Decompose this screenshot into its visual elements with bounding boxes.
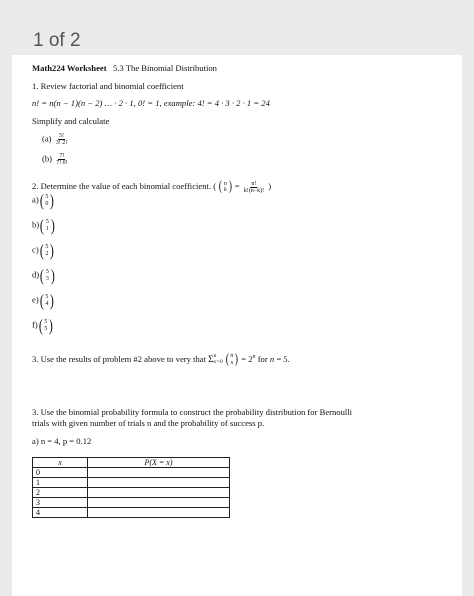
binomial-bottom: 2: [45, 250, 49, 257]
binomial-bottom: 0: [45, 200, 49, 207]
binomial-coefficient: ( 5 2 ): [39, 241, 55, 260]
page-counter: 1 of 2: [33, 30, 81, 51]
worksheet-title: [32, 63, 217, 74]
binomial-top: 5: [45, 219, 49, 225]
problem-2-item-label: c): [32, 244, 39, 255]
course-title: Math224 Worksheet: [32, 63, 107, 73]
binomial-bottom: 3: [45, 275, 49, 282]
problem-2-item: [32, 192, 55, 209]
problem-2-text: 2. Determine the value of each binomial coefficient. (: [32, 180, 217, 191]
table-row: [33, 508, 230, 518]
problem-1b-label: (b): [42, 153, 53, 164]
simplify-instruction: Simplify and calculate: [32, 116, 110, 126]
binomial-coefficient: ( 5 1 ): [40, 216, 55, 235]
binomial-bottom: 5: [44, 325, 48, 332]
binomial-nx: ( n x ): [225, 351, 239, 367]
problem-1a-fraction: [56, 133, 68, 146]
binomial-coefficient: ( 5 3 ): [40, 266, 55, 285]
table-cell-x: 4: [33, 508, 88, 518]
problem-2-item: [32, 267, 56, 284]
table-cell-x: 1: [33, 478, 88, 488]
table-cell-x: 0: [33, 468, 88, 478]
problem-2-item: [32, 217, 56, 234]
problem-2-heading: 2. Determine the value of each binomial coefficient. ( ( n k ) = $\frac{n!}{k!(n-k)!}$ ): [32, 179, 272, 194]
binomial-nk: ( n k ): [218, 179, 232, 194]
viewer-header: [0, 0, 474, 55]
problem-4-line-2: trials with given number of trials n and the probability of success p.: [32, 418, 265, 428]
problem-2-item-label: e): [32, 294, 39, 305]
problem-2-item-label: b): [32, 219, 40, 230]
table-cell-px: [88, 488, 230, 498]
table-cell-px: [88, 478, 230, 488]
binomial-coefficient: ( 5 5 ): [38, 316, 54, 335]
table-cell-x: 2: [33, 488, 88, 498]
distribution-table: [32, 457, 230, 518]
problem-2-item: [32, 292, 55, 309]
problem-1a-label: (a): [42, 133, 52, 144]
problem-1-heading: 1. Review factorial and binomial coefficient: [32, 81, 184, 91]
factorial-definition: n! = n(n − 1)(n − 2) … · 2 · 1, 0! = 1, example: 4! = 4 · 3 · 2 · 1 = 24: [32, 98, 270, 108]
table-cell-x: 3: [33, 498, 88, 508]
binomial-definition-denominator: k!(n−k)!: [243, 187, 265, 194]
problem-1b-numerator: 7!: [59, 153, 65, 159]
problem-1a-denominator: 3! 2!: [55, 140, 68, 146]
binomial-definition-fraction: [244, 181, 264, 194]
table-cell-px: [88, 468, 230, 478]
document-page: [12, 55, 462, 596]
binomial-coefficient: ( 5 4 ): [39, 291, 55, 310]
binomial-bottom: 1: [45, 225, 49, 232]
problem-1a: [42, 133, 69, 146]
table-row: [33, 498, 230, 508]
binomial-definition-numerator: n!: [251, 180, 257, 187]
problem-3: 3. Use the results of problem #2 above to very that Σ n x=0 ( n x ) = $2^n$ for n = 5.: [32, 351, 290, 367]
table-row: [33, 468, 230, 478]
column-header-x: x: [33, 458, 88, 468]
section-title: 5.3 The Binomial Distribution: [113, 63, 217, 73]
problem-4a: a) n = 4, p = 0.12: [32, 436, 92, 446]
column-header-px: P(X = x): [88, 458, 230, 468]
binomial-top: 5: [45, 294, 49, 300]
binomial-top: 5: [45, 244, 49, 250]
problem-2-item: [32, 317, 54, 334]
problem-3-text-a: 3. Use the results of problem #2 above to very that: [32, 353, 209, 364]
problem-2-item-label: a): [32, 194, 39, 205]
binomial-bottom: 4: [45, 300, 49, 307]
problem-1b-fraction: [56, 153, 68, 166]
binomial-top: 5: [45, 194, 49, 200]
table-cell-px: [88, 508, 230, 518]
table-row: [33, 488, 230, 498]
table-row: [33, 478, 230, 488]
problem-2-item: [32, 242, 55, 259]
problem-1b-denominator: 7! 0!: [56, 160, 68, 166]
binomial-coefficient: ( 5 0 ): [39, 191, 55, 210]
problem-2-item-label: d): [32, 269, 40, 280]
problem-2-item-label: f): [32, 319, 38, 330]
binomial-top: 5: [45, 269, 49, 275]
problem-1b: [42, 153, 70, 166]
problem-4-line-1: 3. Use the binomial probability formula to construct the probability distribution for Bernoulli: [32, 407, 353, 417]
binomial-top: 5: [44, 319, 48, 325]
table-cell-px: [88, 498, 230, 508]
problem-1a-numerator: 5!: [58, 133, 64, 139]
